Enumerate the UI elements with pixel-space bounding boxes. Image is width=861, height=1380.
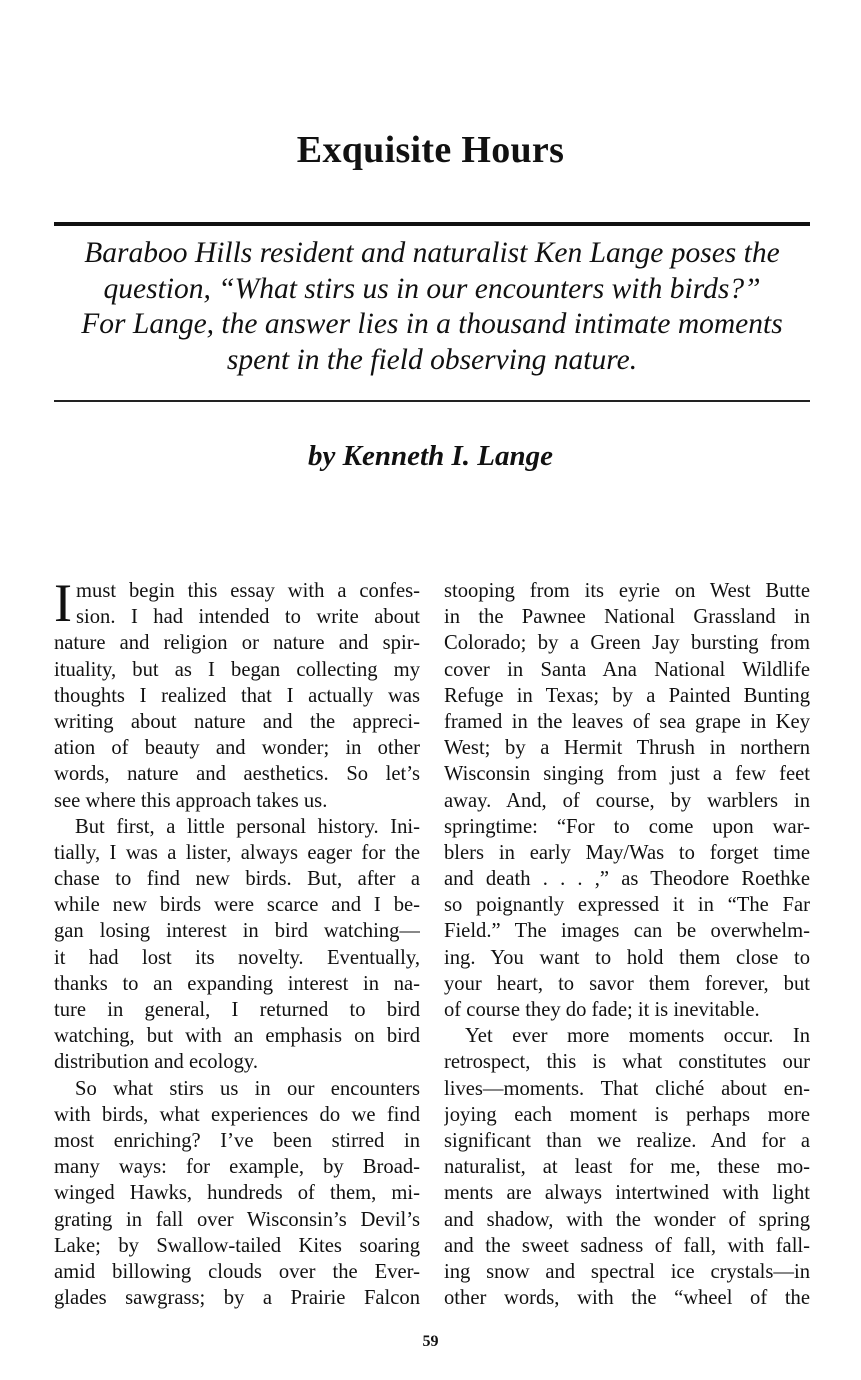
- text-line: thanks to an expanding interest in na-: [54, 972, 420, 995]
- text-line: and death . . . ,” as Theodore Roethke: [444, 868, 810, 891]
- text-line: so poignantly expressed it in “The Far: [444, 894, 810, 917]
- text-line: Yet ever more moments occur. In: [465, 1025, 810, 1048]
- text-line: springtime: “For to come upon war-: [444, 815, 810, 838]
- text-line: retrospect, this is what constitutes our: [444, 1051, 810, 1074]
- text-line: winged Hawks, hundreds of them, mi-: [54, 1182, 420, 1205]
- text-line: ing. You want to hold them close to: [444, 946, 810, 969]
- text-line: watching, but with an emphasis on bird: [54, 1025, 420, 1048]
- text-line: West; by a Hermit Thrush in northern: [444, 737, 810, 760]
- text-line: distribution and ecology.: [54, 1051, 258, 1074]
- title-rule-thick: [54, 222, 810, 226]
- text-line: most enriching? I’ve been stirred in: [54, 1129, 420, 1152]
- text-line: of course they do fade; it is inevitable.: [444, 999, 760, 1021]
- text-line: cover in Santa Ana National Wildlife: [444, 658, 810, 681]
- text-line: in the Pawnee National Grassland in: [444, 606, 810, 629]
- text-line: naturalist, at least for me, these mo-: [444, 1156, 810, 1179]
- text-line: many ways: for example, by Broad-: [54, 1156, 420, 1179]
- text-line: ture in general, I returned to bird: [54, 999, 420, 1021]
- text-line: blers in early May/Was to forget time: [444, 841, 810, 864]
- text-line: stooping from its eyrie on West Butte: [444, 580, 810, 602]
- text-line: Field.” The images can be overwhelm-: [444, 920, 810, 943]
- text-line: ation of beauty and wonder; in other: [54, 737, 420, 760]
- text-line: away. And, of course, by warblers in: [444, 789, 810, 812]
- text-line: other words, with the “wheel of the: [444, 1287, 810, 1310]
- text-line: thoughts I realized that I actually was: [54, 684, 420, 707]
- text-line: joying each moment is perhaps more: [444, 1103, 810, 1126]
- text-line: But first, a little personal history. Ini-: [75, 815, 420, 838]
- text-line: lives—moments. That cliché about en-: [444, 1077, 810, 1100]
- deck-line: question, “What stirs us in our encounters with birds?”: [103, 272, 761, 305]
- text-line: sion. I had intended to write about: [76, 606, 420, 629]
- deck-line: Baraboo Hills resident and naturalist Ken Lange poses the: [84, 237, 780, 269]
- deck-line: spent in the field observing nature.: [226, 343, 638, 376]
- text-line: chase to find new birds. But, after a: [54, 868, 420, 891]
- text-line: ituality, but as I began collecting my: [54, 658, 420, 681]
- text-line: Lake; by Swallow-tailed Kites soaring: [54, 1234, 420, 1257]
- body-column-left: [54, 573, 420, 1311]
- text-line: it had lost its novelty. Eventually,: [54, 946, 420, 969]
- drop-cap: I: [54, 573, 72, 633]
- text-line: tially, I was a lister, always eager for the: [54, 841, 420, 864]
- article-deck: [54, 236, 810, 378]
- text-line: see where this approach takes us.: [54, 789, 328, 812]
- text-line: writing about nature and the appreci-: [54, 710, 420, 733]
- text-line: nature and religion or nature and spir-: [54, 632, 420, 655]
- text-line: and shadow, with the wonder of spring: [444, 1208, 810, 1231]
- text-line: gan losing interest in bird watching—: [54, 920, 420, 943]
- text-line: must begin this essay with a confes-: [76, 580, 420, 602]
- text-line: ments are always intertwined with light: [444, 1182, 810, 1205]
- text-line: glades sawgrass; by a Prairie Falcon: [54, 1287, 420, 1310]
- deck-rule-thin: [54, 400, 810, 402]
- text-line: with birds, what experiences do we find: [54, 1103, 420, 1126]
- byline: by Kenneth I. Lange: [308, 440, 553, 472]
- body-column-right: [444, 578, 810, 1311]
- text-line: while new birds were scarce and I be-: [54, 894, 420, 917]
- text-line: ing snow and spectral ice crystals—in: [444, 1260, 810, 1283]
- text-line: grating in fall over Wisconsin’s Devil’s: [54, 1208, 420, 1231]
- text-line: Refuge in Texas; by a Painted Bunting: [444, 684, 810, 707]
- page-number: 59: [422, 1333, 439, 1350]
- text-line: amid billowing clouds over the Ever-: [54, 1260, 420, 1283]
- text-line: and the sweet sadness of fall, with fall-: [444, 1234, 810, 1257]
- article-title: Exquisite Hours: [296, 129, 565, 171]
- text-line: significant than we realize. And for a: [444, 1129, 810, 1152]
- text-line: framed in the leaves of sea grape in Key: [444, 710, 810, 733]
- text-line: Colorado; by a Green Jay bursting from: [444, 632, 810, 655]
- text-line: Wisconsin singing from just a few feet: [444, 763, 810, 786]
- text-line: words, nature and aesthetics. So let’s: [54, 763, 420, 786]
- text-line: your heart, to savor them forever, but: [444, 972, 810, 995]
- text-line: So what stirs us in our encounters: [75, 1077, 420, 1100]
- deck-line: For Lange, the answer lies in a thousand intimate moments: [81, 308, 783, 340]
